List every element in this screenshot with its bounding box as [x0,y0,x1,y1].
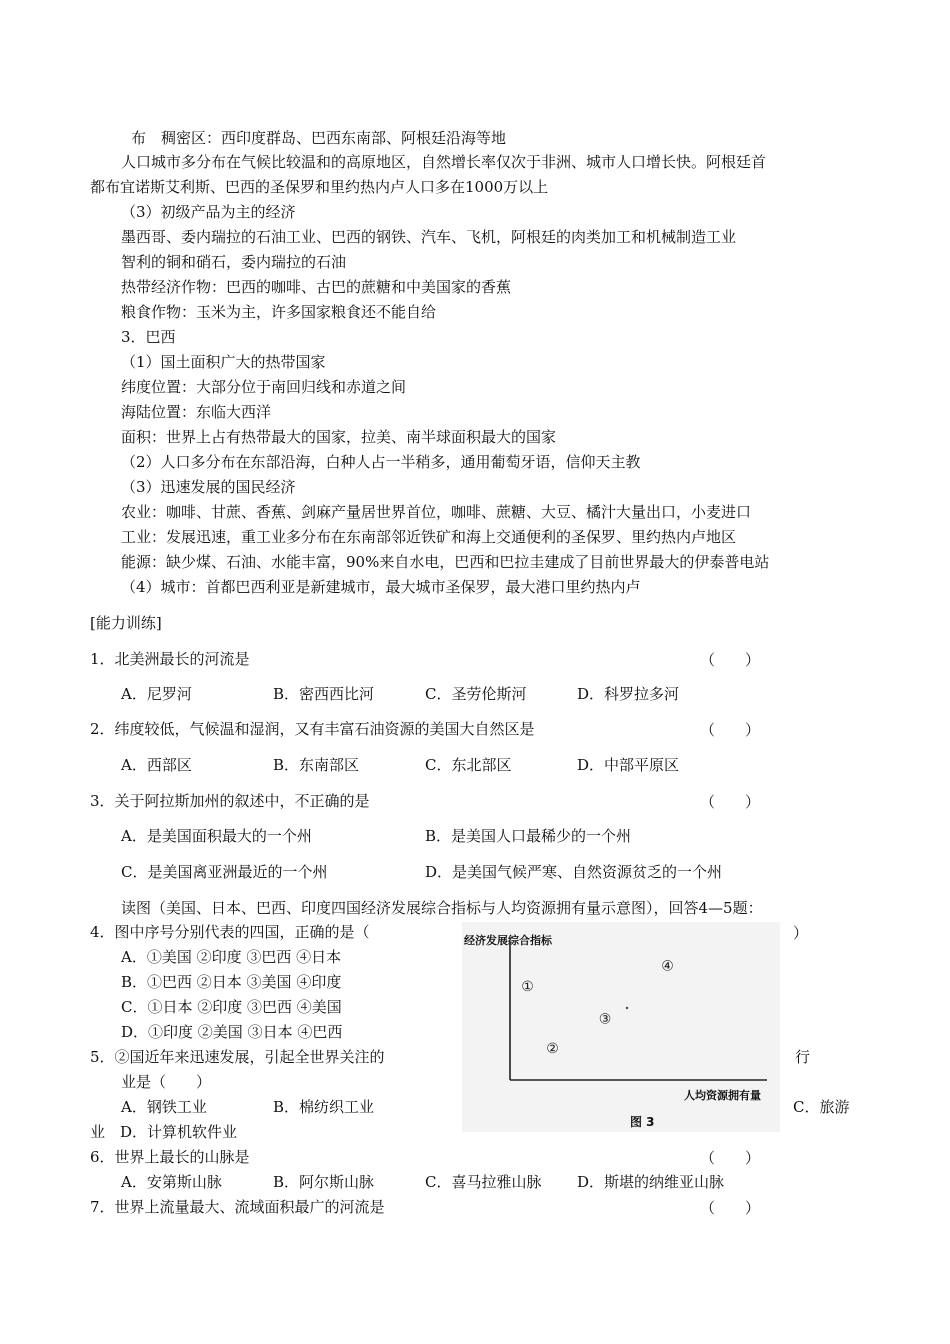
text-line: B．东南部区 [273,756,360,774]
country-point-label: ② [546,1041,559,1057]
q4-close-paren: ） [793,924,809,942]
text-line: 5．②国近年来迅速发展，引起全世界关注的 [90,1048,385,1066]
text-line: 能源：缺少煤、石油、水能丰富，90%来自水电，巴西和巴拉圭建成了目前世界最大的伊泰普电站 [121,553,770,571]
answer-paren: （ ） [700,793,761,811]
figure-3 [462,922,780,1132]
text-line: B．密西西比河 [273,685,375,703]
text-line: 7．世界上流量最大、流域面积最广的河流是 [90,1198,385,1216]
text-line: （3）迅速发展的国民经济 [121,478,296,496]
text-line: 智利的铜和硝石，委内瑞拉的石油 [121,253,347,271]
text-line: B．阿尔斯山脉 [273,1173,375,1191]
x-axis-label: 人均资源拥有量 [684,1089,761,1102]
text-line: 墨西哥、委内瑞拉的石油工业、巴西的钢铁、汽车、飞机，阿根廷的肉类加工和机械制造工业 [121,228,737,246]
text-line: 4．图中序号分别代表的四国，正确的是（ [90,923,370,941]
text-line: 纬度位置：大部分位于南回归线和赤道之间 [121,378,407,396]
text-line: D．斯堪的纳维亚山脉 [577,1173,725,1191]
text-line: A．安第斯山脉 [121,1173,222,1191]
y-axis-label: 经济发展综合指标 [464,934,552,947]
text-line: 2．纬度较低，气候温和湿润，又有丰富石油资源的美国大自然区是 [90,720,535,738]
text-line: A．是美国面积最大的一个州 [121,827,312,845]
text-line: 布 稠密区：西印度群岛、巴西东南部、阿根廷沿海等地 [131,129,507,147]
country-point-label: ① [521,978,534,995]
text-line: 粮食作物：玉米为主，许多国家粮食还不能自给 [121,303,437,321]
text-line: 3．关于阿拉斯加州的叙述中，不正确的是 [90,792,370,810]
text-line: 读图（美国、日本、巴西、印度四国经济发展综合指标与人均资源拥有量示意图），回答4—5题： [121,899,763,917]
text-line: B．①巴西 ②日本 ③美国 ④印度 [121,973,342,991]
text-line: （3）初级产品为主的经济 [121,203,296,221]
text-line: 热带经济作物：巴西的咖啡、古巴的蔗糖和中美国家的香蕉 [121,278,512,296]
text-line: D．中部平原区 [577,756,680,774]
text-line: 3．巴西 [121,328,176,346]
text-line: A．①美国 ②印度 ③巴西 ④日本 [121,948,342,966]
country-point-label: ④ [661,958,674,975]
text-line: 1．北美洲最长的河流是 [90,650,250,668]
text-line: A．西部区 [121,756,192,774]
text-line: 都布宜诺斯艾利斯、巴西的圣保罗和里约热内卢人口多在1000万以上 [90,178,549,196]
answer-paren: （ ） [700,651,761,669]
text-line: C．圣劳伦斯河 [425,685,527,703]
text-line: C．是美国离亚洲最近的一个州 [121,863,328,881]
text-line: 海陆位置：东临大西洋 [121,403,272,421]
text-line: A．尼罗河 [121,685,192,703]
text-line: 农业：咖啡、甘蔗、香蕉、剑麻产量居世界首位，咖啡、蔗糖、大豆、橘汁大量出口，小麦进口 [121,503,752,521]
text-line: 6．世界上最长的山脉是 [90,1148,250,1166]
text-line: D．是美国气候严寒、自然资源贫乏的一个州 [425,863,723,881]
text-line: C．喜马拉雅山脉 [425,1173,542,1191]
answer-paren: （ ） [700,1149,761,1167]
text-line: （2）人口多分布在东部沿海，白种人占一半稍多，通用葡萄牙语，信仰天主教 [121,453,641,471]
text-line: 业 D．计算机软件业 [90,1123,238,1141]
text-line: D．①印度 ②美国 ③日本 ④巴西 [121,1023,343,1041]
text-line: 人口城市多分布在气候比较温和的高原地区，自然增长率仅次于非洲、城市人口增长快。阿根廷首 [121,153,767,171]
text-line: 面积：世界上占有热带最大的国家，拉美、南半球面积最大的国家 [121,428,557,446]
text-line: C．东北部区 [425,756,512,774]
answer-paren: （ ） [700,721,761,739]
text-line: D．科罗拉多河 [577,685,680,703]
text-line: B．棉纺织工业 [273,1098,375,1116]
text-line: [能力训练] [90,614,162,632]
text-line: 业是（ ） [121,1073,212,1091]
chart-plot [462,922,780,1132]
stray-dot [626,1007,628,1009]
answer-paren: （ ） [700,1199,761,1217]
text-line: 行 [795,1048,811,1066]
text-line: 工业：发展迅速，重工业多分布在东南部邻近铁矿和海上交通便利的圣保罗、里约热内卢地区 [121,528,737,546]
text-line: （4）城市：首都巴西利亚是新建城市，最大城市圣保罗，最大港口里约热内卢 [121,578,641,596]
text-line: B．是美国人口最稀少的一个州 [425,827,632,845]
text-line: （1）国土面积广大的热带国家 [121,353,326,371]
country-point-label: ③ [598,1011,612,1028]
text-line: A．钢铁工业 [121,1098,207,1116]
text-line: C．①日本 ②印度 ③巴西 ④美国 [121,998,342,1016]
figure-caption: 图 3 [630,1115,655,1129]
text-line: C．旅游 [793,1098,850,1116]
